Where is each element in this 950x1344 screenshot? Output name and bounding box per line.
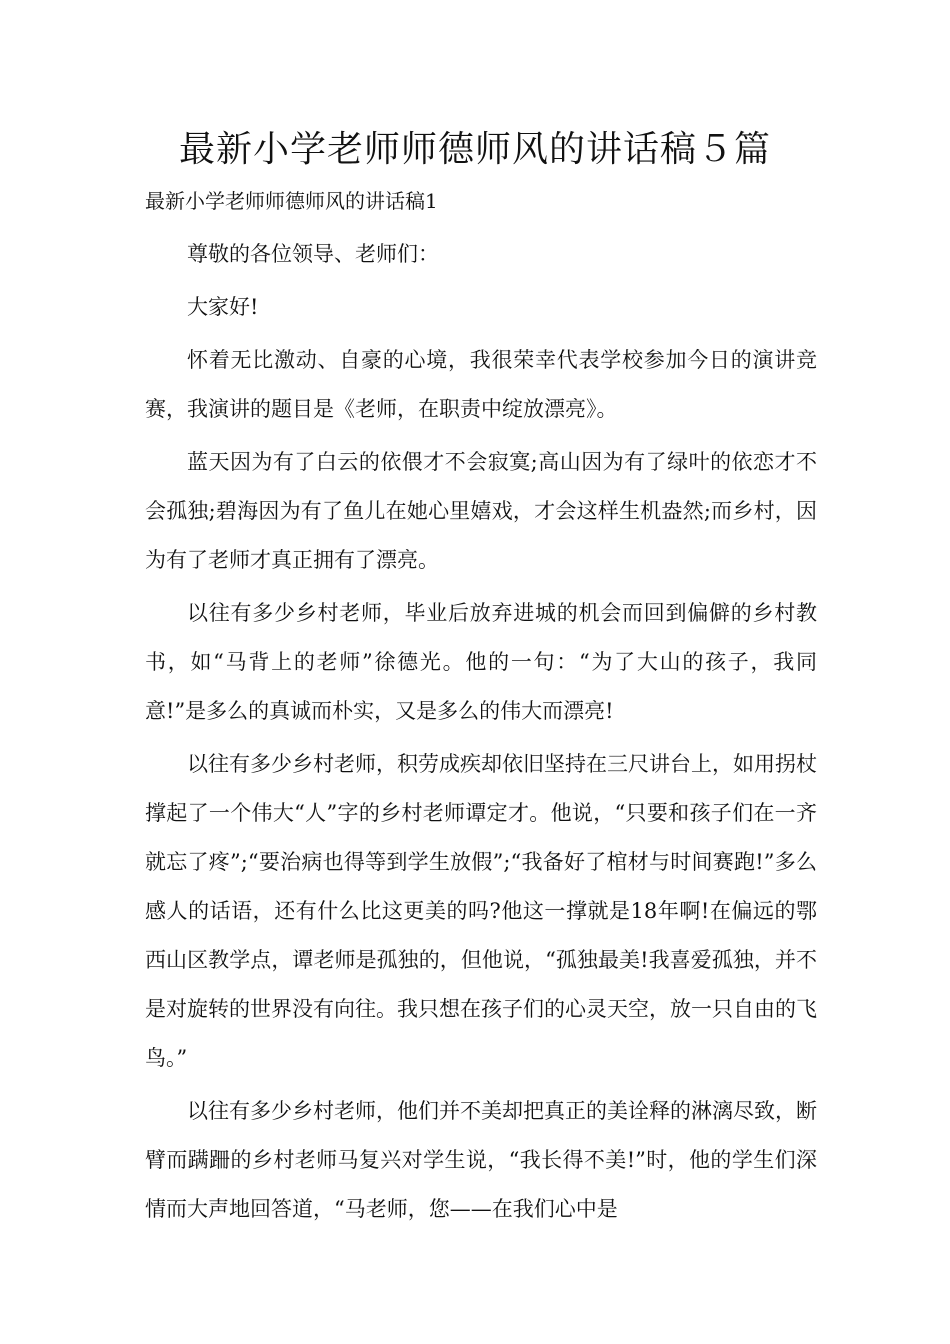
paragraph: 以往有多少乡村老师，他们并不美却把真正的美诠释的淋漓尽致，断臂而蹒跚的乡村老师马复兴对学生说，“我长得不美!”时，他的学生们深情而大声地回答道，“马老师，您——在我们心中是 (145, 1099, 817, 1221)
paragraph: 以往有多少乡村老师，毕业后放弃进城的机会而回到偏僻的乡村教书，如“马背上的老师”徐德光。他的一句：“为了大山的孩子，我同意!”是多么的真诚而朴实，又是多么的伟大而漂亮! (145, 601, 817, 723)
paragraph: 怀着无比激动、自豪的心境，我很荣幸代表学校参加今日的演讲竞赛，我演讲的题目是《老师，在职责中绽放漂亮》。 (145, 348, 817, 421)
paragraph: 以往有多少乡村老师，积劳成疾却依旧坚持在三尺讲台上，如用拐杖撑起了一个伟大“人”字的乡村老师谭定才。他说，“只要和孩子们在一齐就忘了疼”;“要治病也得等到学生放假”;“我备好了棺材与时间赛跑!”多么感人的话语，还有什么比这更美的吗?他这一撑就是18年啊!在偏远的鄂西山区教学点，谭老师是孤独的，但他说，“孤独最美!我喜爱孤独，并不是对旋转的世界没有向往。我只想在孩子们的心灵天空，放一只自由的飞鸟。” (145, 752, 817, 1070)
paragraph-greeting: 大家好! (187, 295, 259, 319)
document-body (145, 230, 817, 1238)
document-subtitle: 最新小学老师师德师风的讲话稿1 (145, 189, 438, 213)
paragraph: 蓝天因为有了白云的依偎才不会寂寞;高山因为有了绿叶的依恋才不会孤独;碧海因为有了鱼儿在她心里嬉戏，才会这样生机盎然;而乡村，因为有了老师才真正拥有了漂亮。 (145, 450, 817, 572)
paragraph-salutation: 尊敬的各位领导、老师们： (187, 242, 439, 266)
document-title: 最新小学老师师德师风的讲话稿５篇 (178, 129, 771, 170)
